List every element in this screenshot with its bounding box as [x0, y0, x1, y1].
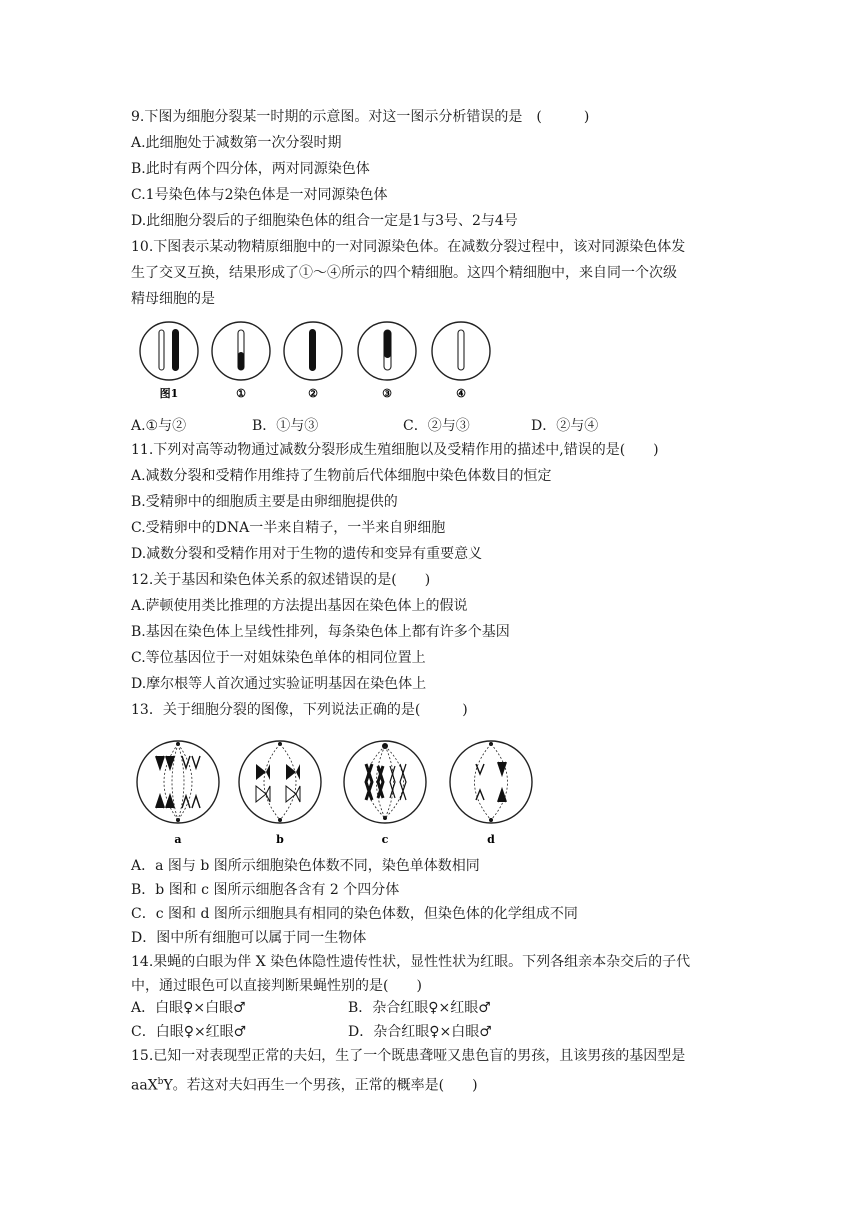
q13-option-c: C．c 图和 d 图所示细胞具有相同的染色体数，但染色体的化学组成不同 [131, 906, 578, 922]
q13-option-a: A．a 图与 b 图所示细胞染色体数不同，染色单体数相同 [131, 858, 480, 874]
q13-label-a: a [174, 833, 182, 846]
q15-stem-rest: Y。若这对夫妇再生一个男孩，正常的概率是( ) [163, 1077, 478, 1094]
q13-label-c: c [381, 833, 389, 846]
q10-stem-line3: 精母细胞的是 [131, 291, 215, 307]
q13-cell-d [450, 741, 532, 846]
q11-stem: 11.下列对高等动物通过减数分裂形成生殖细胞以及受精作用的描述中,错误的是( ) [131, 442, 659, 458]
q11-option-d: D.减数分裂和受精作用对于生物的遗传和变异有重要意义 [131, 546, 483, 562]
q9-stem: 9.下图为细胞分裂某一时期的示意图。对这一图示分析错误的是 ( ) [131, 109, 590, 125]
q10-cell-2 [284, 322, 342, 400]
q14-option-c: C．白眼♀×红眼♂ [131, 1024, 247, 1040]
q15-stem-line1: 15.已知一对表现型正常的夫妇，生了一个既患聋哑又患色盲的男孩，且该男孩的基因型是 [131, 1048, 686, 1064]
q10-cell-3 [358, 322, 416, 400]
q12-option-a: A.萨顿使用类比推理的方法提出基因在染色体上的假说 [131, 598, 468, 614]
q11-option-c: C.受精卵中的DNA一半来自精子，一半来自卵细胞 [131, 520, 446, 536]
q14-option-a: A．白眼♀×白眼♂ [131, 1000, 246, 1016]
q10-cell-fig1 [140, 322, 198, 400]
q14-option-d: D．杂合红眼♀×白眼♂ [348, 1024, 492, 1040]
q13-label-d: d [487, 833, 495, 846]
q10-option-a: A.①与② [131, 418, 187, 434]
q10-label-1: ① [236, 387, 246, 400]
q9-option-a: A.此细胞处于减数第一次分裂时期 [131, 135, 342, 151]
q13-cell-c [344, 741, 426, 846]
q12-stem: 12.关于基因和染色体关系的叙述错误的是( ) [131, 572, 431, 588]
q12-option-d: D.摩尔根等人首次通过实验证明基因在染色体上 [131, 676, 427, 692]
q12-option-b: B.基因在染色体上呈线性排列，每条染色体上都有许多个基因 [131, 624, 510, 640]
q10-label-4: ④ [456, 387, 466, 400]
q11-option-b: B.受精卵中的细胞质主要是由卵细胞提供的 [131, 494, 398, 510]
q14-option-b: B．杂合红眼♀×红眼♂ [348, 1000, 491, 1016]
q10-stem-line1: 10.下图表示某动物精原细胞中的一对同源染色体。在减数分裂过程中，该对同源染色体发 [131, 239, 686, 255]
q15-genotype-prefix: aaX [131, 1077, 158, 1094]
q10-option-c: C．②与③ [403, 418, 470, 434]
q10-cell-1 [212, 322, 270, 400]
q9-option-c: C.1号染色体与2染色体是一对同源染色体 [131, 187, 388, 203]
q13-cell-a [137, 741, 219, 846]
q10-cell-4 [432, 322, 490, 400]
q13-cell-division-figure [136, 730, 546, 850]
q10-option-b: B．①与③ [252, 418, 319, 434]
q10-label-3: ③ [382, 387, 392, 400]
q15-genotype-superscript: b [157, 1077, 164, 1087]
q13-cell-b [239, 741, 321, 846]
q14-stem-line2: 中，通过眼色可以直接判断果蝇性别的是( ) [131, 978, 422, 994]
q13-option-d: D．图中所有细胞可以属于同一生物体 [131, 930, 367, 946]
q12-option-c: C.等位基因位于一对姐妹染色单体的相同位置上 [131, 650, 426, 666]
q14-stem-line1: 14.果蝇的白眼为伴 X 染色体隐性遗传性状，显性性状为红眼。下列各组亲本杂交后的子代 [131, 954, 691, 970]
q10-label-2: ② [308, 387, 318, 400]
q13-option-b: B．b 图和 c 图所示细胞各含有 2 个四分体 [131, 882, 400, 898]
q10-stem-line2: 生了交叉互换，结果形成了①～④所示的四个精细胞。这四个精细胞中，来自同一个次级 [131, 265, 677, 281]
q9-option-b: B.此时有两个四分体，两对同源染色体 [131, 161, 370, 177]
q9-option-d: D.此细胞分裂后的子细胞染色体的组合一定是1与3号、2与4号 [131, 213, 518, 229]
q10-label-fig1: 图1 [159, 387, 179, 400]
q13-label-b: b [276, 833, 284, 846]
q11-option-a: A.减数分裂和受精作用维持了生物前后代体细胞中染色体数目的恒定 [131, 468, 552, 484]
q10-option-d: D．②与④ [531, 418, 599, 434]
q10-chromosome-figure [138, 318, 508, 406]
q13-stem: 13．关于细胞分裂的图像，下列说法正确的是( ) [131, 702, 468, 718]
q15-stem-line2 [131, 1072, 478, 1096]
